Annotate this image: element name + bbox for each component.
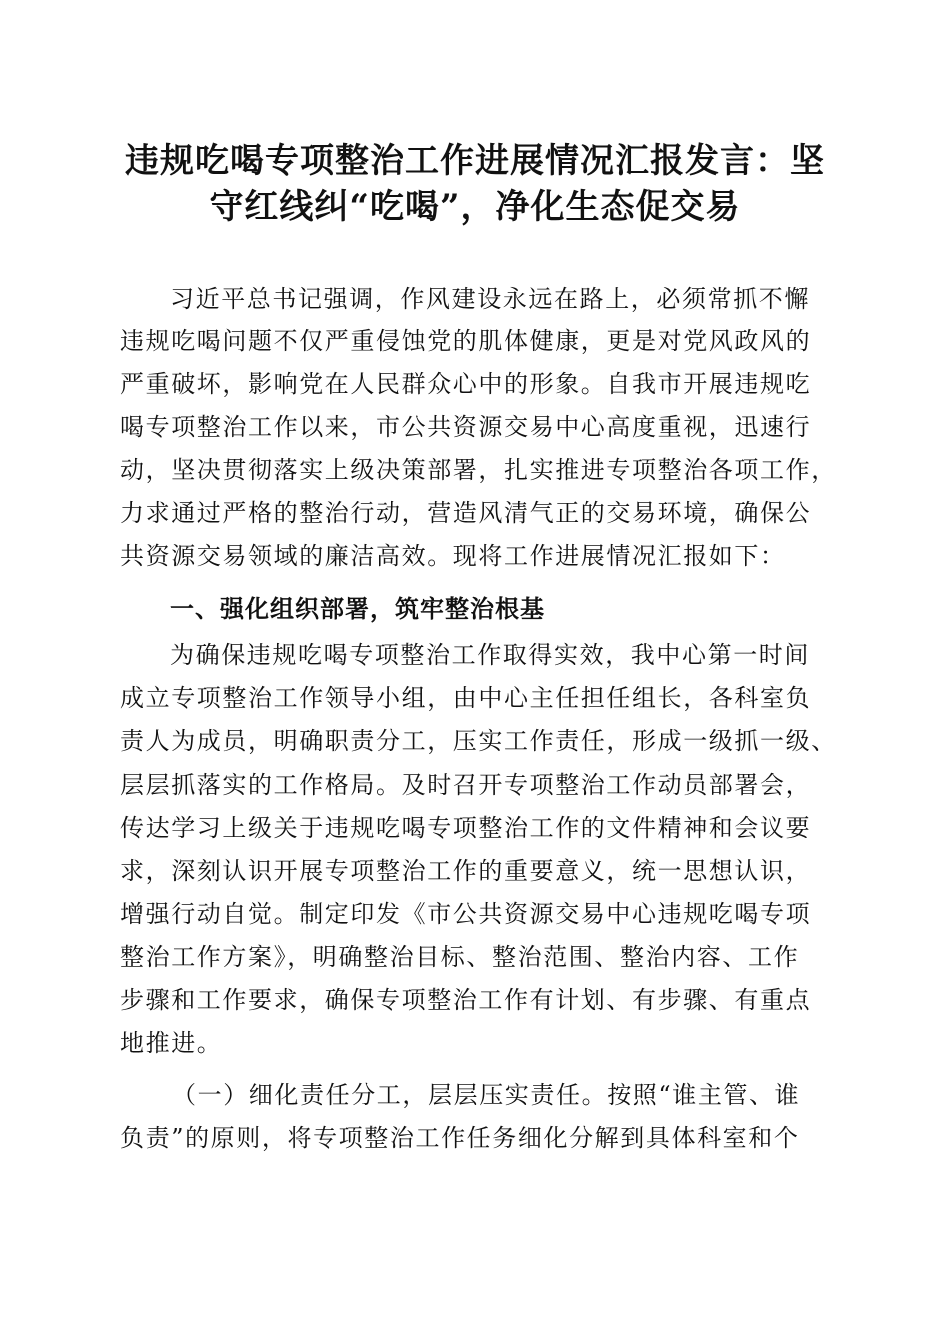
subsection-line: （一）细化责任分工，层层压实责任。按照“谁主管、谁 bbox=[172, 1081, 801, 1109]
paragraph-line: 习近平总书记强调，作风建设永远在路上，必须常抓不懈 bbox=[170, 285, 810, 313]
document-title-line-1: 违规吃喝专项整治工作进展情况汇报发言：坚 bbox=[125, 141, 825, 181]
section-heading: 一、强化组织部署，筑牢整治根基 bbox=[170, 595, 545, 623]
paragraph-line: 喝专项整治工作以来，市公共资源交易中心高度重视，迅速行 bbox=[120, 413, 812, 441]
paragraph-line: 共资源交易领域的廉洁高效。现将工作进展情况汇报如下： bbox=[120, 542, 786, 570]
paragraph-line: 成立专项整治工作领导小组，由中心主任担任组长，各科室负 bbox=[120, 684, 812, 712]
paragraph-line: 步骤和工作要求，确保专项整治工作有计划、有步骤、有重点 bbox=[120, 986, 812, 1014]
paragraph-line: 违规吃喝问题不仅严重侵蚀党的肌体健康，更是对党风政风的 bbox=[120, 327, 812, 355]
paragraph-line: 责人为成员，明确职责分工，压实工作责任，形成一级抓一级、 bbox=[120, 727, 837, 755]
paragraph-line: 力求通过严格的整治行动，营造风清气正的交易环境，确保公 bbox=[120, 499, 812, 527]
paragraph-line: 地推进。 bbox=[120, 1029, 223, 1057]
paragraph-line: 层层抓落实的工作格局。及时召开专项整治工作动员部署会， bbox=[120, 771, 812, 799]
paragraph-line: 整治工作方案》，明确整治目标、整治范围、整治内容、工作 bbox=[120, 943, 800, 971]
paragraph-line: 负责”的原则，将专项整治工作任务细化分解到具体科室和个 bbox=[120, 1124, 800, 1152]
paragraph-line: 传达学习上级关于违规吃喝专项整治工作的文件精神和会议要 bbox=[120, 814, 812, 842]
paragraph-line: 为确保违规吃喝专项整治工作取得实效，我中心第一时间 bbox=[170, 641, 810, 669]
paragraph-line: 增强行动自觉。制定印发《市公共资源交易中心违规吃喝专项 bbox=[120, 900, 812, 928]
document-title-line-2: 守红线纠“吃喝”，净化生态促交易 bbox=[209, 187, 741, 227]
paragraph-line: 求，深刻认识开展专项整治工作的重要意义，统一思想认识， bbox=[120, 857, 812, 885]
paragraph-line: 严重破坏，影响党在人民群众心中的形象。自我市开展违规吃 bbox=[120, 370, 812, 398]
paragraph-line: 动，坚决贯彻落实上级决策部署，扎实推进专项整治各项工作， bbox=[120, 456, 837, 484]
